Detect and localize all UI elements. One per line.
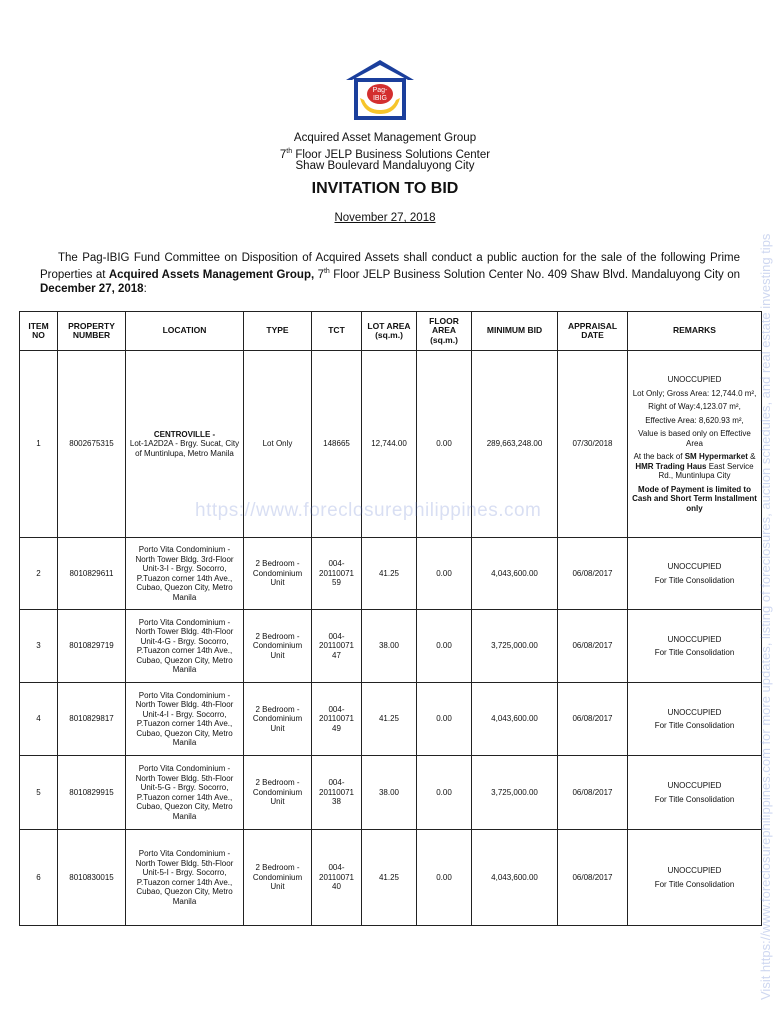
type: Lot Only [244,351,312,538]
col-minimum-bid: MINIMUM BID [472,312,558,351]
type: 2 Bedroom - Condominium Unit [244,683,312,756]
floor-area: 0.00 [417,683,472,756]
notice-date: November 27, 2018 [334,212,436,224]
property-number: 8010830015 [58,830,126,926]
minimum-bid: 4,043,600.00 [472,538,558,610]
floor-area: 0.00 [417,610,472,683]
table-row [20,830,762,926]
pag-ibig-logo [342,58,418,122]
appraisal-date: 06/08/2017 [558,683,628,756]
floor-area: 0.00 [417,538,472,610]
intro-paragraph: The Pag-IBIG Fund Committee on Disposition of Acquired Assets shall conduct a public auction for the sale of the following Prime Properties at Acquired Assets Management Group, 7th Floor JELP Business Solution Center No. 409 Shaw Blvd. Mandaluyong City on December 27, 2018: [40,252,741,295]
minimum-bid: 3,725,000.00 [472,756,558,830]
type: 2 Bedroom - Condominium Unit [244,538,312,610]
appraisal-date: 06/08/2017 [558,538,628,610]
remarks: UNOCCUPIED For Title Consolidation [628,610,762,683]
lot-area: 12,744.00 [362,351,417,538]
appraisal-date: 06/08/2017 [558,830,628,926]
lot-area: 41.25 [362,538,417,610]
watermark-url: https://www.foreclosurephilippines.com [195,500,542,521]
item-no: 4 [20,683,58,756]
location: Porto Vita Condominium - North Tower Bldg. 4th-Floor Unit-4-G - Brgy. Socorro, P.Tuazon corner 14th Ave., Cubao, Quezon City, Metro Manila [126,610,244,683]
property-number: 8010829611 [58,538,126,610]
org-address-line2: Shaw Boulevard Mandaluyong City [295,160,475,172]
minimum-bid: 3,725,000.00 [472,610,558,683]
svg-text:IBIG: IBIG [372,95,388,102]
tct: 004-20110071 47 [312,610,362,683]
page-title: INVITATION TO BID [311,180,459,197]
item-no: 1 [20,351,58,538]
property-number: 8010829915 [58,756,126,830]
appraisal-date: 06/08/2017 [558,610,628,683]
floor-area: 0.00 [417,756,472,830]
table-row [20,610,762,683]
type: 2 Bedroom - Condominium Unit [244,756,312,830]
location: Porto Vita Condominium - North Tower Bldg. 4th-Floor Unit-4-I - Brgy. Socorro, P.Tuazon corner 14th Ave., Cubao, Quezon City, Metro Manila [126,683,244,756]
lot-area: 41.25 [362,830,417,926]
col-remarks: REMARKS [628,312,762,351]
item-no: 2 [20,538,58,610]
location: Porto Vita Condominium - North Tower Bldg. 3rd-Floor Unit-3-I - Brgy. Socorro, P.Tuazon corner 14th Ave., Cubao, Quezon City, Metro Manila [126,538,244,610]
col-lot-area: LOT AREA (sq.m.) [362,312,417,351]
tct: 004-20110071 38 [312,756,362,830]
appraisal-date: 07/30/2018 [558,351,628,538]
org-address-line1: 7th Floor JELP Business Solutions Center [279,148,491,161]
table-row [20,683,762,756]
floor-area: 0.00 [417,351,472,538]
lot-area: 38.00 [362,756,417,830]
property-number: 8010829817 [58,683,126,756]
tct: 004-20110071 40 [312,830,362,926]
minimum-bid: 289,663,248.00 [472,351,558,538]
location: Porto Vita Condominium - North Tower Bldg. 5th-Floor Unit-5-G - Brgy. Socorro, P.Tuazon corner 14th Ave., Cubao, Quezon City, Metro Manila [126,756,244,830]
col-type: TYPE [244,312,312,351]
tct: 148665 [312,351,362,538]
properties-table [19,311,762,926]
remarks: UNOCCUPIED Lot Only; Gross Area: 12,744.0 m², Right of Way:4,123.07 m², Effective Area: 8,620.93 m², Value is based only on Effective Area At the back of SM Hypermarket & HMR Trading Haus East Service Rd., Muntinlupa City Mode of Payment is limited to Cash and Short Term Installment only [628,351,762,538]
col-tct: TCT [312,312,362,351]
col-location: LOCATION [126,312,244,351]
type: 2 Bedroom - Condominium Unit [244,830,312,926]
watermark-vertical: Visit https://www.foreclosurephilippines.com for more updates, listing of foreclosures, auction schedules, and real estate investing tips [758,233,773,1000]
minimum-bid: 4,043,600.00 [472,683,558,756]
property-number: 8002675315 [58,351,126,538]
item-no: 3 [20,610,58,683]
lot-area: 41.25 [362,683,417,756]
col-property: PROPERTY NUMBER [58,312,126,351]
tct: 004-20110071 49 [312,683,362,756]
minimum-bid: 4,043,600.00 [472,830,558,926]
table-row [20,756,762,830]
org-name: Acquired Asset Management Group [293,132,477,144]
item-no: 5 [20,756,58,830]
item-no: 6 [20,830,58,926]
location: Porto Vita Condominium - North Tower Bldg. 5th-Floor Unit-5-I - Brgy. Socorro, P.Tuazon corner 14th Ave., Cubao, Quezon City, Metro Manila [126,830,244,926]
col-item: ITEM NO [20,312,58,351]
remarks: UNOCCUPIED For Title Consolidation [628,830,762,926]
floor-area: 0.00 [417,830,472,926]
table-row [20,538,762,610]
table-header-row [20,312,762,351]
col-appraisal-date: APPRAISAL DATE [558,312,628,351]
location: CENTROVILLE - Lot-1A2D2A - Brgy. Sucat, City of Muntinlupa, Metro Manila [126,351,244,538]
lot-area: 38.00 [362,610,417,683]
remarks: UNOCCUPIED For Title Consolidation [628,756,762,830]
property-number: 8010829719 [58,610,126,683]
tct: 004-20110071 59 [312,538,362,610]
col-floor-area: FLOOR AREA (sq.m.) [417,312,472,351]
remarks: UNOCCUPIED For Title Consolidation [628,538,762,610]
svg-text:Pag-: Pag- [372,87,388,94]
type: 2 Bedroom - Condominium Unit [244,610,312,683]
remarks: UNOCCUPIED For Title Consolidation [628,683,762,756]
appraisal-date: 06/08/2017 [558,756,628,830]
